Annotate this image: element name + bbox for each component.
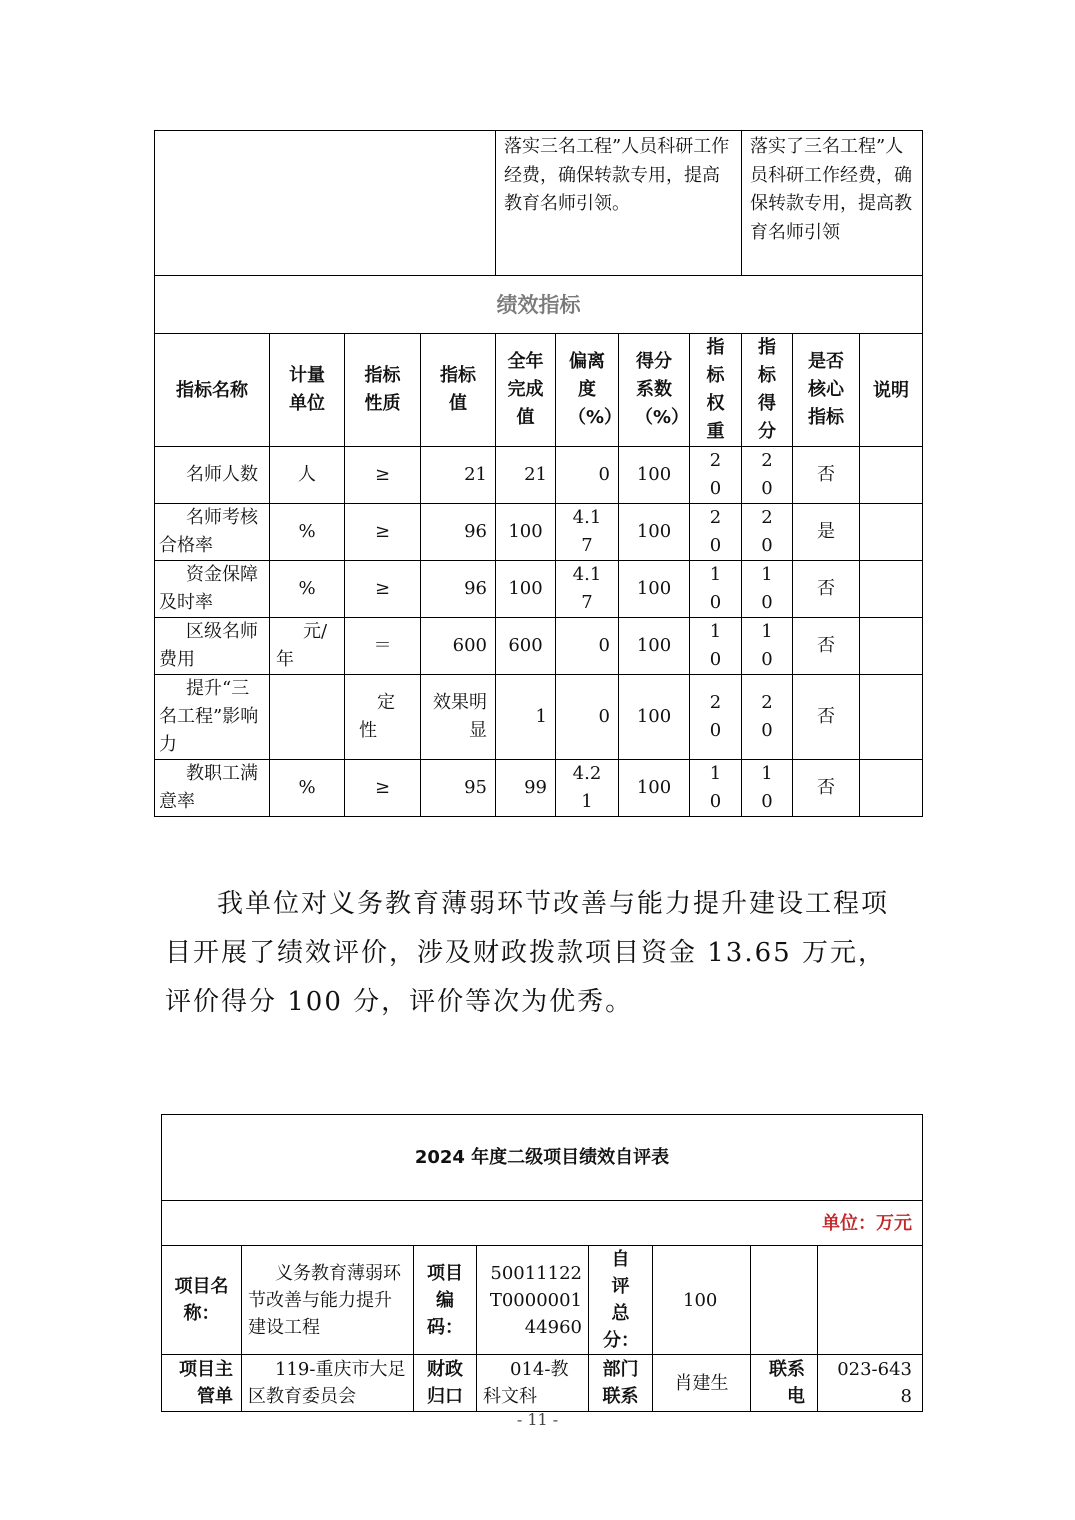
row-name: 名师人数 [155, 447, 270, 504]
row-weight: 10 [690, 561, 742, 618]
header-nature: 指标性质 [345, 334, 421, 447]
row-completed: 99 [496, 760, 556, 817]
row-core: 是 [793, 504, 860, 561]
target-text: 落实三名工程”人员科研工作经费，确保转款专用，提高教育名师引领。 [496, 131, 742, 276]
row-coef: 100 [619, 618, 690, 675]
header-completed: 全年完成值 [496, 334, 556, 447]
row-score: 10 [742, 618, 793, 675]
row-unit: % [270, 504, 345, 561]
project-name: 义务教育薄弱环节改善与能力提升建设工程 [242, 1246, 414, 1355]
self-eval-title: 2024 年度二级项目绩效自评表 [162, 1115, 923, 1201]
row-value: 效果明显 [421, 675, 496, 760]
dept-label: 项目主管单 [162, 1355, 242, 1412]
row-deviation: 4.21 [556, 760, 619, 817]
page-number: - 11 - [516, 1410, 559, 1429]
row-unit: 元/年 [270, 618, 345, 675]
row-coef: 100 [619, 561, 690, 618]
row-score: 20 [742, 447, 793, 504]
header-weight: 指标权重 [690, 334, 742, 447]
section-title: 绩效指标 [155, 276, 923, 334]
phone-label: 联系电 [751, 1355, 818, 1412]
row-unit: % [270, 760, 345, 817]
row-name: 教职工满意率 [155, 760, 270, 817]
self-eval-table [161, 1114, 923, 1412]
header-name: 指标名称 [155, 334, 270, 447]
row-value: 96 [421, 561, 496, 618]
row-coef: 100 [619, 447, 690, 504]
header-score: 指标得分 [742, 334, 793, 447]
row-score: 10 [742, 561, 793, 618]
header-unit: 计量单位 [270, 334, 345, 447]
actual-text: 落实了三名工程”人员科研工作经费，确保转款专用，提高教育名师引领 [742, 131, 923, 276]
row-deviation: 0 [556, 447, 619, 504]
row-core: 否 [793, 618, 860, 675]
finance-label: 财政归口 [414, 1355, 477, 1412]
row-nature: 定性 [345, 675, 421, 760]
contact: 肖建生 [653, 1355, 751, 1412]
row-score: 20 [742, 675, 793, 760]
performance-table [154, 275, 923, 817]
row-unit [270, 675, 345, 760]
row-note [860, 561, 923, 618]
evaluation-paragraph: 我单位对义务教育薄弱环节改善与能力提升建设工程项目开展了绩效评价，涉及财政拨款项目资金 13.65 万元，评价得分 100 分，评价等次为优秀。 [165, 889, 890, 1017]
project-code: 50011122T000000144960 [477, 1246, 589, 1355]
project-code-label: 项目编码： [414, 1246, 477, 1355]
row-note [860, 447, 923, 504]
row-nature: ≥ [345, 447, 421, 504]
row-completed: 21 [496, 447, 556, 504]
row-coef: 100 [619, 675, 690, 760]
row-core: 否 [793, 675, 860, 760]
row-coef: 100 [619, 760, 690, 817]
row-core: 否 [793, 561, 860, 618]
empty-cell [818, 1246, 923, 1355]
unit-label: 单位：万元 [162, 1201, 923, 1246]
header-coef: 得分系数（%） [619, 334, 690, 447]
row-weight: 20 [690, 504, 742, 561]
row-nature: ≥ [345, 504, 421, 561]
row-nature: ≥ [345, 561, 421, 618]
row-note [860, 675, 923, 760]
row-deviation: 0 [556, 618, 619, 675]
row-value: 600 [421, 618, 496, 675]
header-note: 说明 [860, 334, 923, 447]
finance: 014-教科文科 [477, 1355, 589, 1412]
row-score: 20 [742, 504, 793, 561]
row-note [860, 760, 923, 817]
row-note [860, 618, 923, 675]
empty-cell [155, 131, 496, 276]
row-name: 提升“三名工程”影响力 [155, 675, 270, 760]
row-name: 区级名师费用 [155, 618, 270, 675]
row-unit: 人 [270, 447, 345, 504]
row-note [860, 504, 923, 561]
self-score-label: 自评总分： [589, 1246, 653, 1355]
empty-cell [751, 1246, 818, 1355]
continued-table [154, 130, 923, 276]
row-name: 名师考核合格率 [155, 504, 270, 561]
header-value: 指标值 [421, 334, 496, 447]
row-name: 资金保障及时率 [155, 561, 270, 618]
row-completed: 1 [496, 675, 556, 760]
header-core: 是否核心指标 [793, 334, 860, 447]
row-value: 95 [421, 760, 496, 817]
row-completed: 100 [496, 504, 556, 561]
self-score: 100 [653, 1246, 751, 1355]
row-weight: 10 [690, 760, 742, 817]
row-deviation: 0 [556, 675, 619, 760]
contact-label: 部门联系 [589, 1355, 653, 1412]
row-weight: 20 [690, 447, 742, 504]
header-deviation: 偏离度（%） [556, 334, 619, 447]
row-completed: 600 [496, 618, 556, 675]
row-completed: 100 [496, 561, 556, 618]
project-name-label: 项目名称： [162, 1246, 242, 1355]
row-core: 否 [793, 760, 860, 817]
row-coef: 100 [619, 504, 690, 561]
row-deviation: 4.17 [556, 561, 619, 618]
row-value: 21 [421, 447, 496, 504]
row-unit: % [270, 561, 345, 618]
row-deviation: 4.17 [556, 504, 619, 561]
row-nature: ＝ [345, 618, 421, 675]
row-value: 96 [421, 504, 496, 561]
row-nature: ≥ [345, 760, 421, 817]
phone: 023-6438 [818, 1355, 923, 1412]
dept: 119-重庆市大足区教育委员会 [242, 1355, 414, 1412]
row-score: 10 [742, 760, 793, 817]
row-weight: 20 [690, 675, 742, 760]
row-core: 否 [793, 447, 860, 504]
row-weight: 10 [690, 618, 742, 675]
